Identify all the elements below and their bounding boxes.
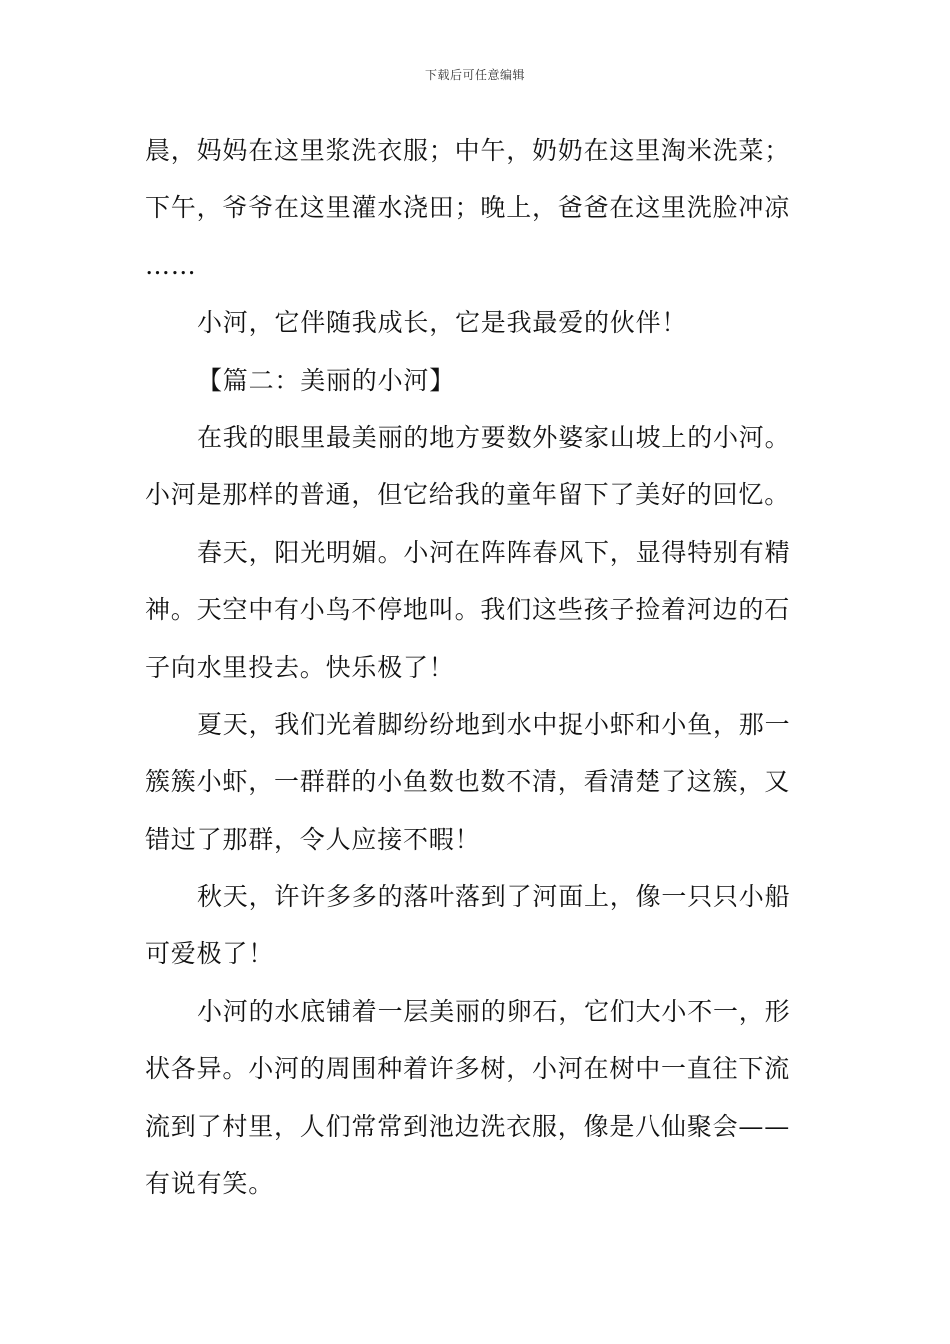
text-line: 可爱极了！ xyxy=(145,939,275,969)
text-line: 小河是那样的普通，但它给我的童年留下了美好的回忆。 xyxy=(145,480,791,510)
page-header: 下载后可任意编辑 xyxy=(424,68,525,82)
text-line: 小河的水底铺着一层美丽的卵石，它们大小不一，形 xyxy=(197,996,791,1026)
text-line: 下午，爷爷在这里灌水浇田；晚上，爸爸在这里洗脸冲凉 xyxy=(145,193,791,223)
text-line: 在我的眼里最美丽的地方要数外婆家山坡上的小河。 xyxy=(197,422,791,452)
text-line: 有说有笑。 xyxy=(145,1169,275,1199)
text-line: 小河，它伴随我成长，它是我最爱的伙伴！ xyxy=(197,308,688,338)
text-line: 子向水里投去。快乐极了！ xyxy=(145,652,455,682)
text-line: 秋天，许许多多的落叶落到了河面上，像一只只小船 xyxy=(197,882,791,912)
text-line: 错过了那群，令人应接不暇！ xyxy=(145,824,481,854)
text-line: …… xyxy=(145,250,197,280)
document-body xyxy=(145,122,805,1212)
text-line: 状各异。小河的周围种着许多树，小河在树中一直往下流 xyxy=(145,1054,791,1084)
text-line: 春天，阳光明媚。小河在阵阵春风下，显得特别有精 xyxy=(197,537,791,567)
text-line: 神。天空中有小鸟不停地叫。我们这些孩子捡着河边的石 xyxy=(145,595,791,625)
text-line: 簇簇小虾，一群群的小鱼数也数不清，看清楚了这簇，又 xyxy=(145,767,791,797)
text-line: 夏天，我们光着脚纷纷地到水中捉小虾和小鱼，那一 xyxy=(197,709,791,739)
text-line: 晨，妈妈在这里浆洗衣服；中午，奶奶在这里淘米洗菜； xyxy=(145,136,791,165)
section-heading: 【篇二：美丽的小河】 xyxy=(197,365,456,395)
text-line: 流到了村里，人们常常到池边洗衣服，像是八仙聚会—— xyxy=(145,1111,791,1141)
